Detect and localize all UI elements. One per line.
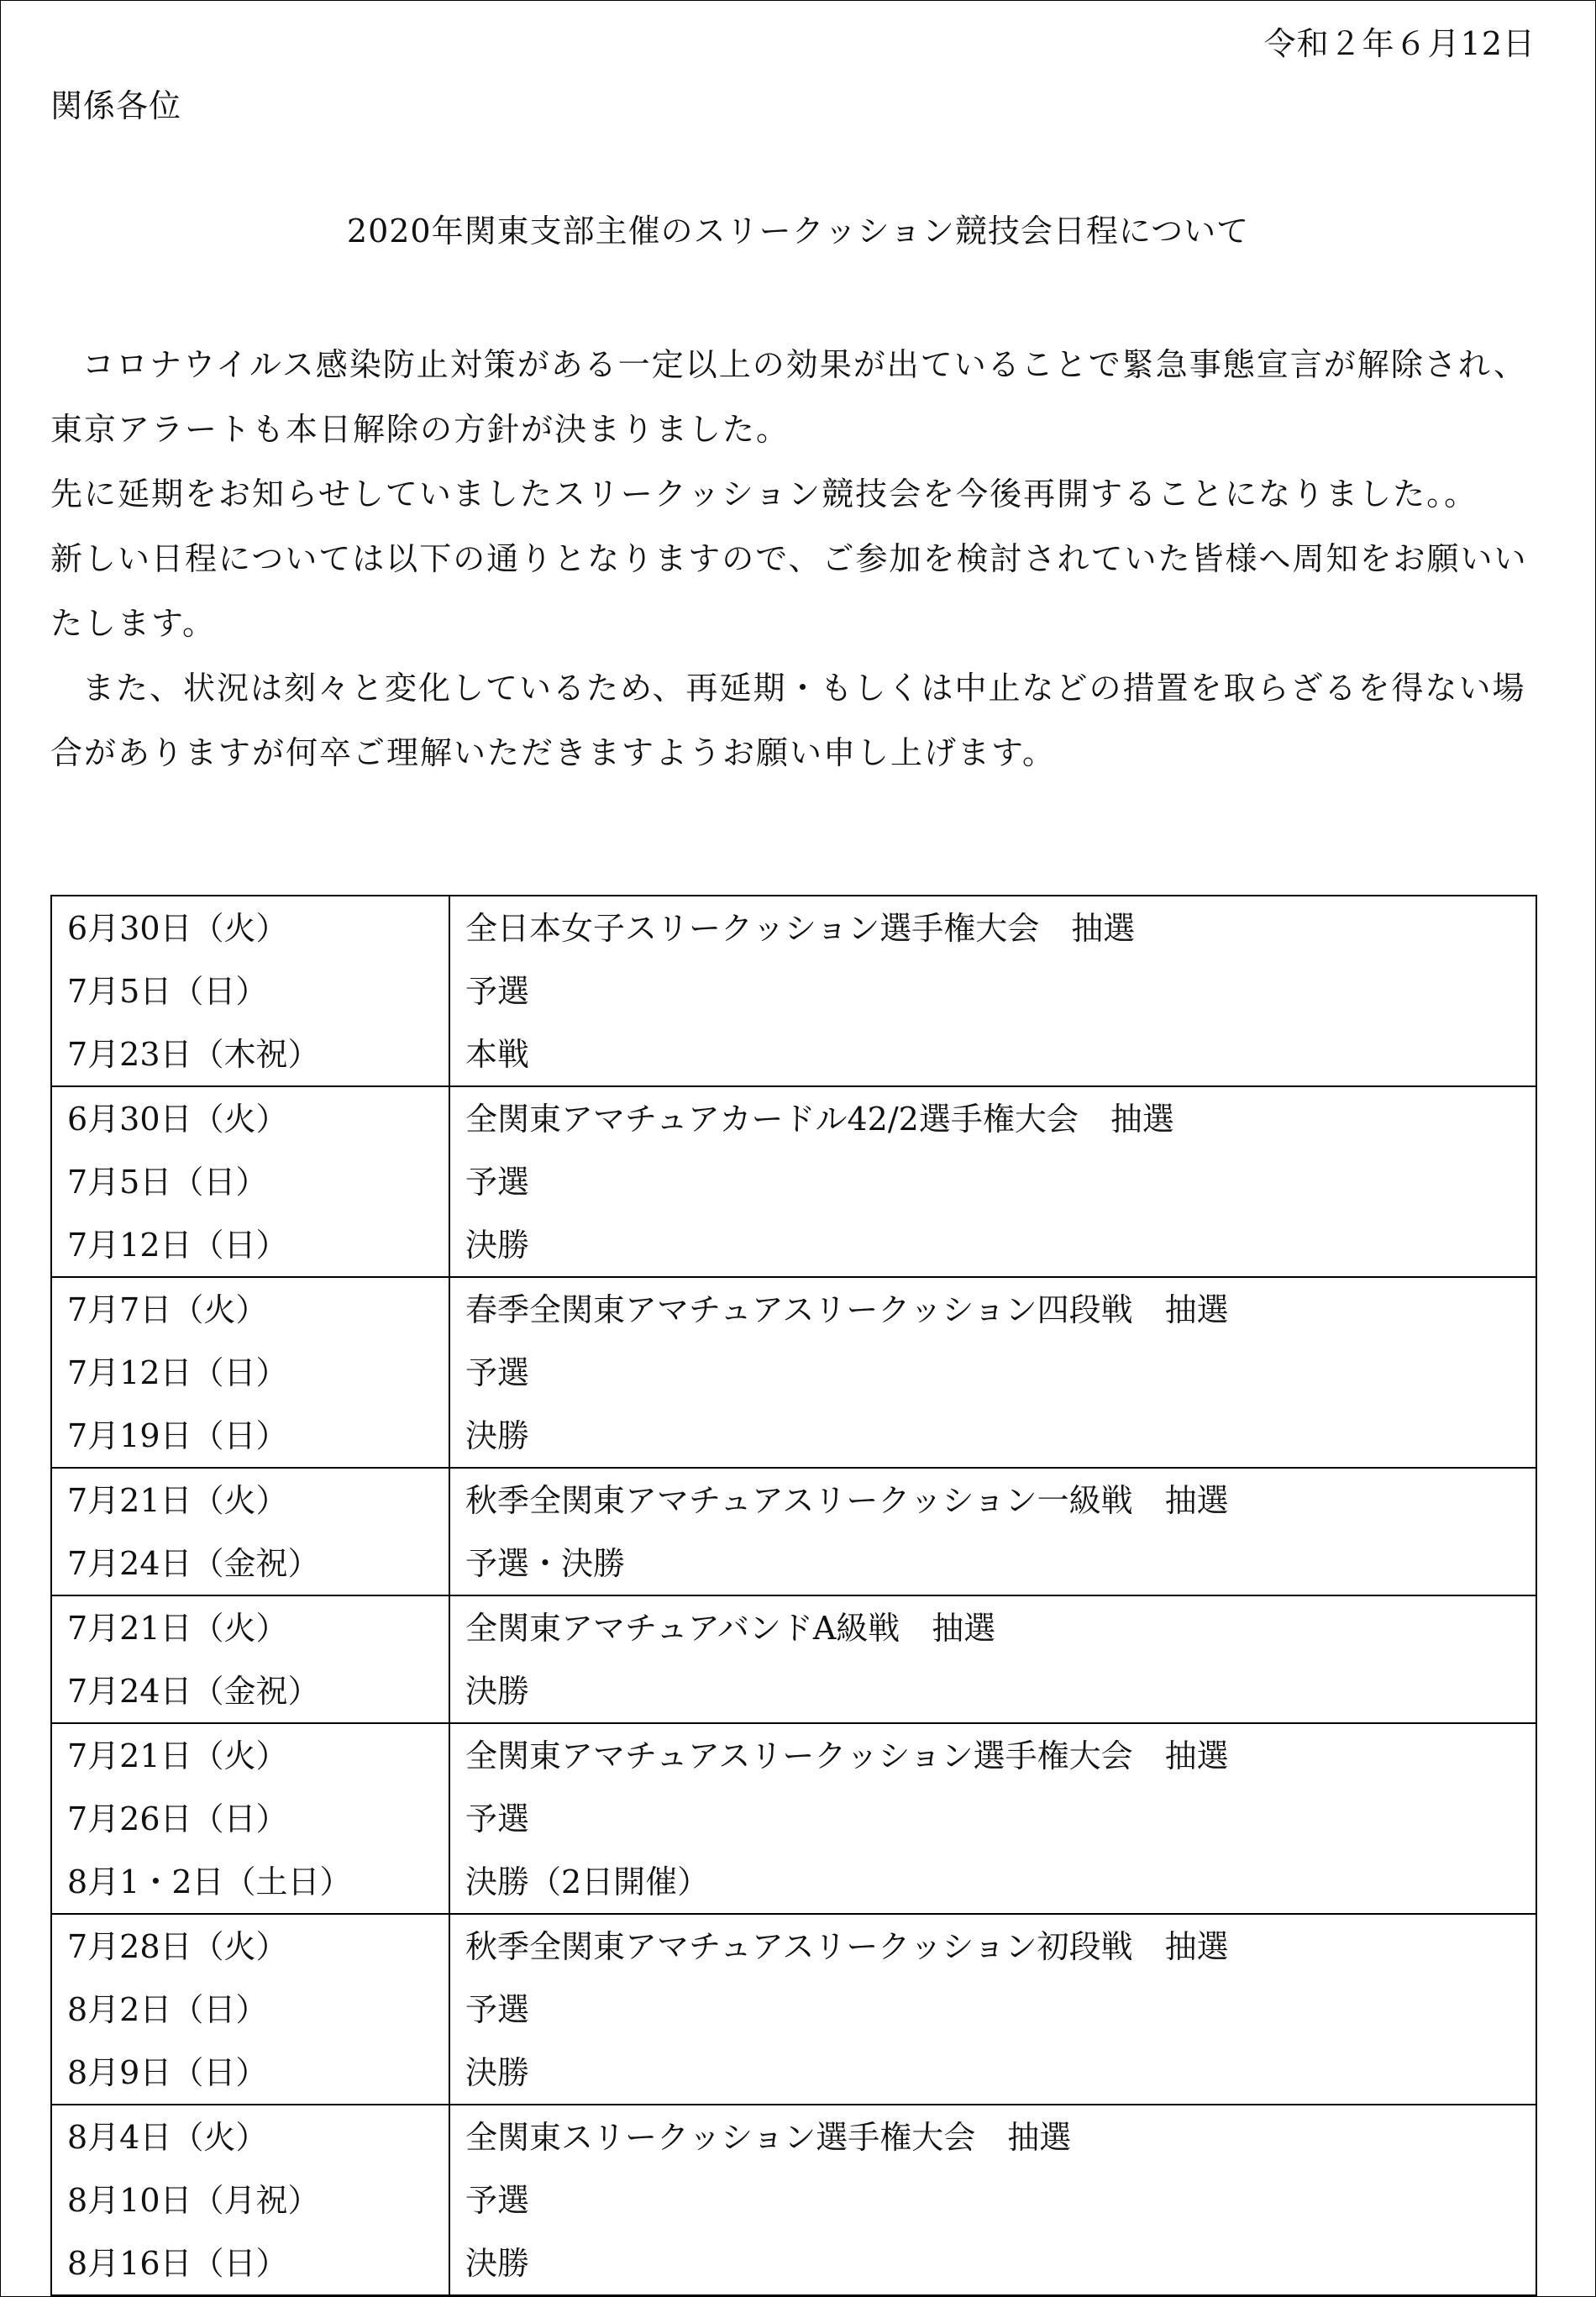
- schedule-date: 7月21日（火）: [67, 1737, 288, 1774]
- schedule-event: 全関東アマチュアバンドA級戦 抽選: [465, 1610, 996, 1647]
- table-row: [51, 1723, 1536, 1914]
- schedule-events-cell: [449, 896, 1536, 1086]
- schedule-event: 予選: [465, 2182, 530, 2219]
- addressee: 関係各位: [50, 87, 182, 124]
- table-row: [51, 1595, 1536, 1723]
- schedule-dates-cell: [51, 1468, 449, 1595]
- schedule-date: 7月23日（木祝）: [67, 1036, 320, 1073]
- body-paragraph-1: コロナウイルス感染防止対策がある一定以上の効果が出ていることで緊急事態宣言が解除され、東京アラートも本日解除の方針が決まりました。: [50, 346, 1528, 448]
- table-row: [51, 1914, 1536, 2105]
- schedule-date: 8月9日（日）: [67, 2054, 268, 2091]
- document-title: 2020年関東支部主催のスリークッション競技会日程について: [346, 213, 1250, 250]
- schedule-date: 7月24日（金祝）: [67, 1545, 320, 1582]
- schedule-date: 6月30日（火）: [67, 1101, 288, 1138]
- table-row: [51, 1468, 1536, 1595]
- schedule-table: [50, 895, 1537, 2296]
- schedule-date: 8月16日（日）: [67, 2245, 288, 2282]
- schedule-date: 8月1・2日（土日）: [67, 1863, 352, 1900]
- schedule-event: 秋季全関東アマチュアスリークッション一級戦 抽選: [465, 1482, 1229, 1519]
- schedule-date: 7月5日（日）: [67, 973, 268, 1010]
- schedule-event: 全日本女子スリークッション選手権大会 抽選: [465, 910, 1136, 947]
- schedule-events-cell: [449, 1086, 1536, 1277]
- table-row: [51, 1086, 1536, 1277]
- schedule-dates-cell: [51, 2105, 449, 2295]
- schedule-date: 7月7日（火）: [67, 1291, 268, 1328]
- schedule-dates-cell: [51, 1914, 449, 2105]
- schedule-events-cell: [449, 1277, 1536, 1468]
- schedule-events-cell: [449, 1723, 1536, 1914]
- schedule-date: 7月19日（日）: [67, 1417, 288, 1454]
- schedule-dates-cell: [51, 1723, 449, 1914]
- schedule-date: 8月2日（日）: [67, 1991, 268, 2028]
- schedule-dates-cell: [51, 1595, 449, 1723]
- body-paragraph-4: また、状況は刻々と変化しているため、再延期・もしくは中止などの措置を取らざるを得ない場合がありますが何卒ご理解いただきますようお願い申し上げます。: [50, 670, 1526, 771]
- schedule-event: 予選: [465, 1354, 530, 1391]
- schedule-event: 予選: [465, 1800, 530, 1837]
- schedule-events-cell: [449, 1468, 1536, 1595]
- schedule-event: 予選: [465, 1164, 530, 1201]
- schedule-event: 全関東アマチュアカードル42/2選手権大会 抽選: [465, 1101, 1174, 1138]
- schedule-dates-cell: [51, 1277, 449, 1468]
- schedule-event: 全関東アマチュアスリークッション選手権大会 抽選: [465, 1737, 1229, 1774]
- schedule-event: 決勝: [465, 2245, 530, 2282]
- schedule-date: 7月5日（日）: [67, 1164, 268, 1201]
- schedule-event: 予選: [465, 1991, 530, 2028]
- schedule-date: 7月24日（金祝）: [67, 1673, 320, 1710]
- schedule-date: 8月4日（火）: [67, 2119, 268, 2156]
- schedule-event: 本戦: [465, 1036, 530, 1073]
- table-row: [51, 1277, 1536, 1468]
- schedule-date: 7月12日（日）: [67, 1227, 288, 1264]
- schedule-dates-cell: [51, 896, 449, 1086]
- schedule-date: 6月30日（火）: [67, 910, 288, 947]
- schedule-date: 7月28日（火）: [67, 1928, 288, 1965]
- schedule-event: 決勝: [465, 1673, 530, 1710]
- schedule-date: 7月26日（日）: [67, 1800, 288, 1837]
- schedule-date: 8月10日（月祝）: [67, 2182, 320, 2219]
- schedule-event: 予選: [465, 973, 530, 1010]
- document-date: 令和２年６月12日: [1263, 25, 1536, 62]
- schedule-event: 決勝（2日開催）: [465, 1863, 710, 1900]
- schedule-date: 7月21日（火）: [67, 1482, 288, 1519]
- schedule-event: 春季全関東アマチュアスリークッション四段戦 抽選: [465, 1291, 1229, 1328]
- schedule-event: 決勝: [465, 1417, 530, 1454]
- schedule-event: 決勝: [465, 1227, 530, 1264]
- schedule-events-cell: [449, 2105, 1536, 2295]
- schedule-date: 7月21日（火）: [67, 1610, 288, 1647]
- body-text: [50, 333, 1537, 786]
- schedule-event: 決勝: [465, 2054, 530, 2091]
- schedule-events-cell: [449, 1914, 1536, 2105]
- schedule-events-cell: [449, 1595, 1536, 1723]
- table-row: [51, 2105, 1536, 2295]
- schedule-date: 7月12日（日）: [67, 1354, 288, 1391]
- schedule-dates-cell: [51, 1086, 449, 1277]
- schedule-event: 秋季全関東アマチュアスリークッション初段戦 抽選: [465, 1928, 1229, 1965]
- schedule-event: 予選・決勝: [465, 1545, 626, 1582]
- table-row: [51, 896, 1536, 1086]
- schedule-event: 全関東スリークッション選手権大会 抽選: [465, 2119, 1072, 2156]
- body-paragraph-3: 新しい日程については以下の通りとなりますので、ご参加を検討されていた皆様へ周知をお願いいたします。: [50, 540, 1528, 642]
- body-paragraph-2: 先に延期をお知らせしていましたスリークッション競技会を今後再開することになりました。。: [50, 476, 1478, 512]
